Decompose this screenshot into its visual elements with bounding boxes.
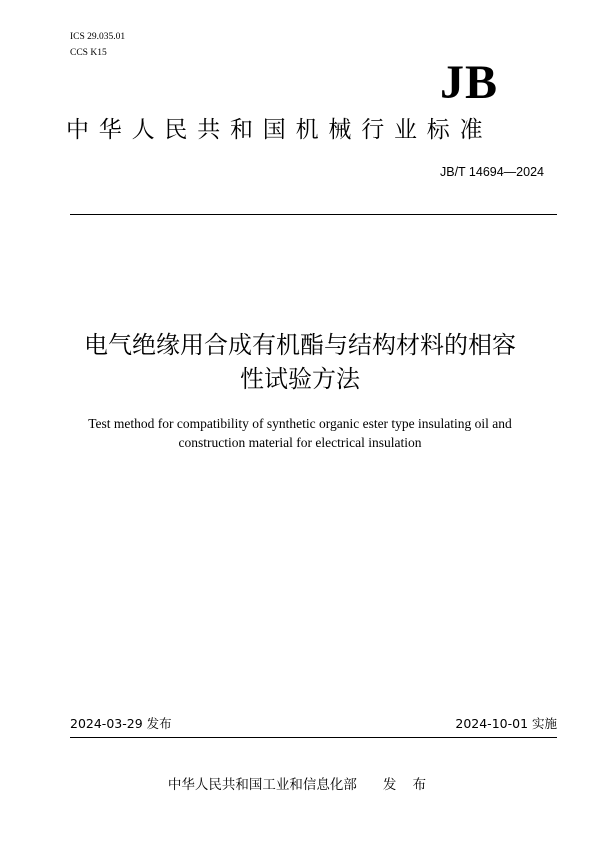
implementation-date: 2024-10-01 实施	[455, 716, 557, 731]
ccs-code: CCS K15	[70, 48, 107, 58]
top-divider	[70, 214, 557, 215]
ics-code: ICS 29.035.01	[70, 32, 126, 42]
chinese-title	[0, 328, 600, 396]
classification-codes	[70, 29, 125, 61]
chinese-title-line-1: 电气绝缘用合成有机酯与结构材料的相容	[84, 331, 516, 359]
issuer-name: 中华人民共和国工业和信息化部	[167, 777, 357, 793]
english-title	[0, 414, 600, 452]
issuer-action: 发 布	[382, 777, 433, 793]
english-title-line-1: Test method for compatibility of synthetic organic ester type insulating oil and	[88, 416, 512, 431]
english-title-line-2: construction material for electrical insulation	[178, 435, 422, 450]
standard-type-heading: 中华人民共和国机械行业标准	[66, 117, 493, 143]
issue-date: 2024-03-29 发布	[70, 716, 172, 731]
issuer-line	[0, 776, 600, 794]
jb-logo: JB	[440, 56, 499, 109]
standard-number: JB/T 14694—2024	[439, 165, 544, 179]
chinese-title-line-2: 性试验方法	[240, 365, 360, 393]
bottom-divider	[70, 737, 557, 738]
